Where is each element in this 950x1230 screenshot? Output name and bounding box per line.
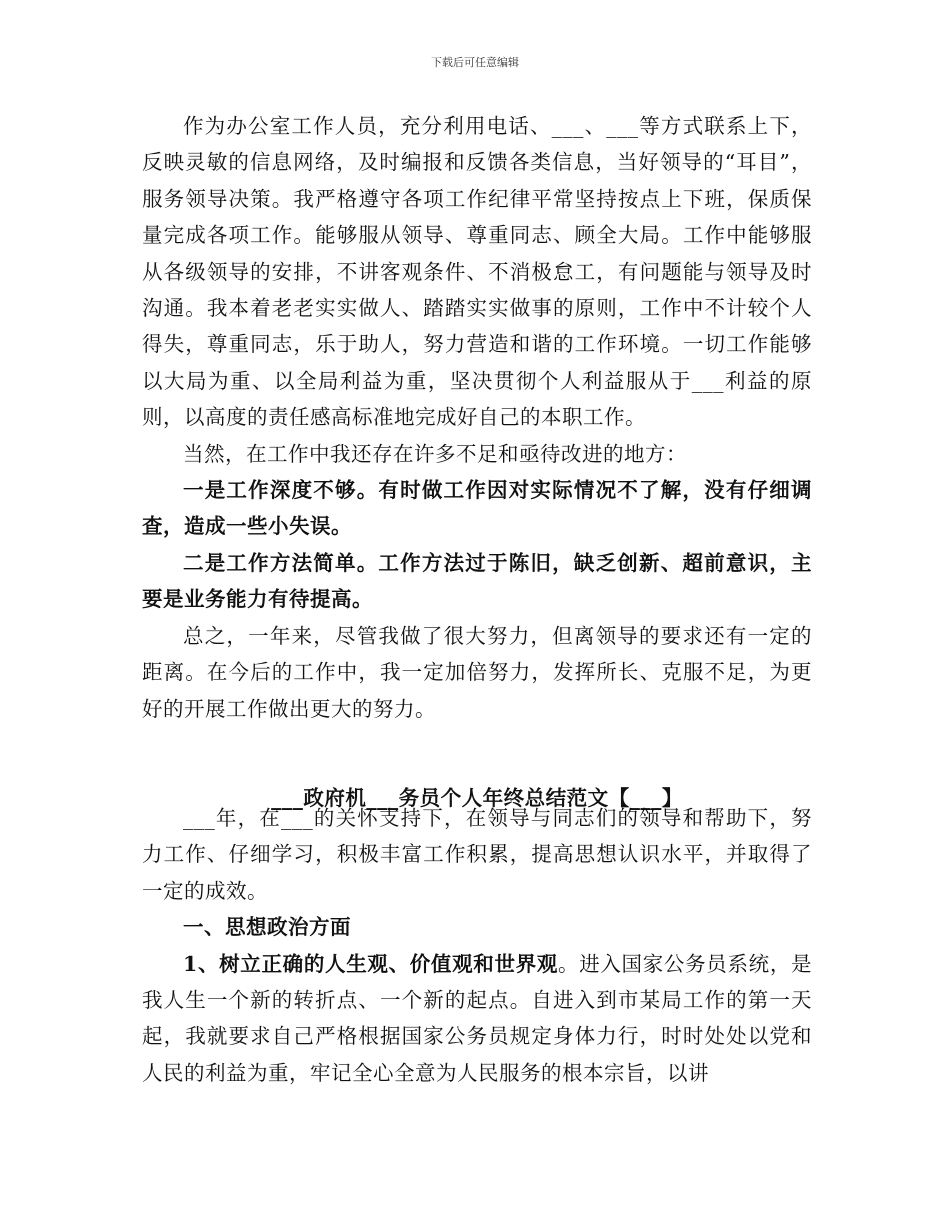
- paragraph-shortcoming-two: 二是工作方法简单。工作方法过于陈旧，缺乏创新、超前意识，主要是业务能力有待提高。: [142, 550, 812, 612]
- paragraph-intro: ___年，在___的关怀支持下，在领导与同志们的领导和帮助下，努力工作、仔细学习，积极丰富工作积累，提高思想认识水平，并取得了一定的成效。: [142, 806, 812, 903]
- paragraph-worldview-lead: 1、树立正确的人生观、价值观和世界观: [183, 951, 559, 976]
- heading-ideology: 一、思想政治方面: [183, 915, 351, 940]
- paragraph-conclusion: 总之，一年来，尽管我做了很大努力，但离领导的要求还有一定的距离。在今后的工作中，我一定加倍努力，发挥所长、克服不足，为更好的开展工作做出更大的努力。: [142, 623, 812, 721]
- paragraph-shortcomings-intro: 当然，在工作中我还存在许多不足和亟待改进的地方：: [183, 441, 687, 466]
- paragraph-worldview: [142, 946, 812, 1092]
- document-body: [142, 108, 812, 727]
- paragraph-worldview-text: 。进入国家公务员系统，是我人生一个新的转折点、一个新的起点。自进入到市某局工作的第一天起，我就要求自己严格根据国家公务员规定身体力行，时时处处以党和人民的利益为重，牢记全心全意为人民服务的根本宗旨，以讲: [142, 951, 813, 1085]
- page-header: 下载后可任意编辑: [431, 56, 519, 69]
- paragraph-office-work: 作为办公室工作人员，充分利用电话、___、___等方式联系上下，反映灵敏的信息网络，及时编报和反馈各类信息，当好领导的“耳目”，服务领导决策。我严格遵守各项工作纪律平常坚持按点上下班，保质保量完成各项工作。能够服从领导、尊重同志、顾全大局。工作中能够服从各级领导的安排，不讲客观条件、不消极怠工，有问题能与领导及时沟通。我本着老老实实做人、踏踏实实做事的原则，工作中不计较个人得失，尊重同志，乐于助人，努力营造和谐的工作环境。一切工作能够以大局为重、以全局利益为重，坚决贯彻个人利益服从于___利益的原则，以高度的责任感高标准地完成好自己的本职工作。: [142, 114, 812, 430]
- paragraph-shortcoming-one: 一是工作深度不够。有时做工作因对实际情况不了解，没有仔细调查，造成一些小失误。: [142, 478, 812, 539]
- document-section-two-body: [142, 800, 812, 1091]
- section-title: ___政府机___务员个人年终总结范文【___】: [271, 786, 683, 810]
